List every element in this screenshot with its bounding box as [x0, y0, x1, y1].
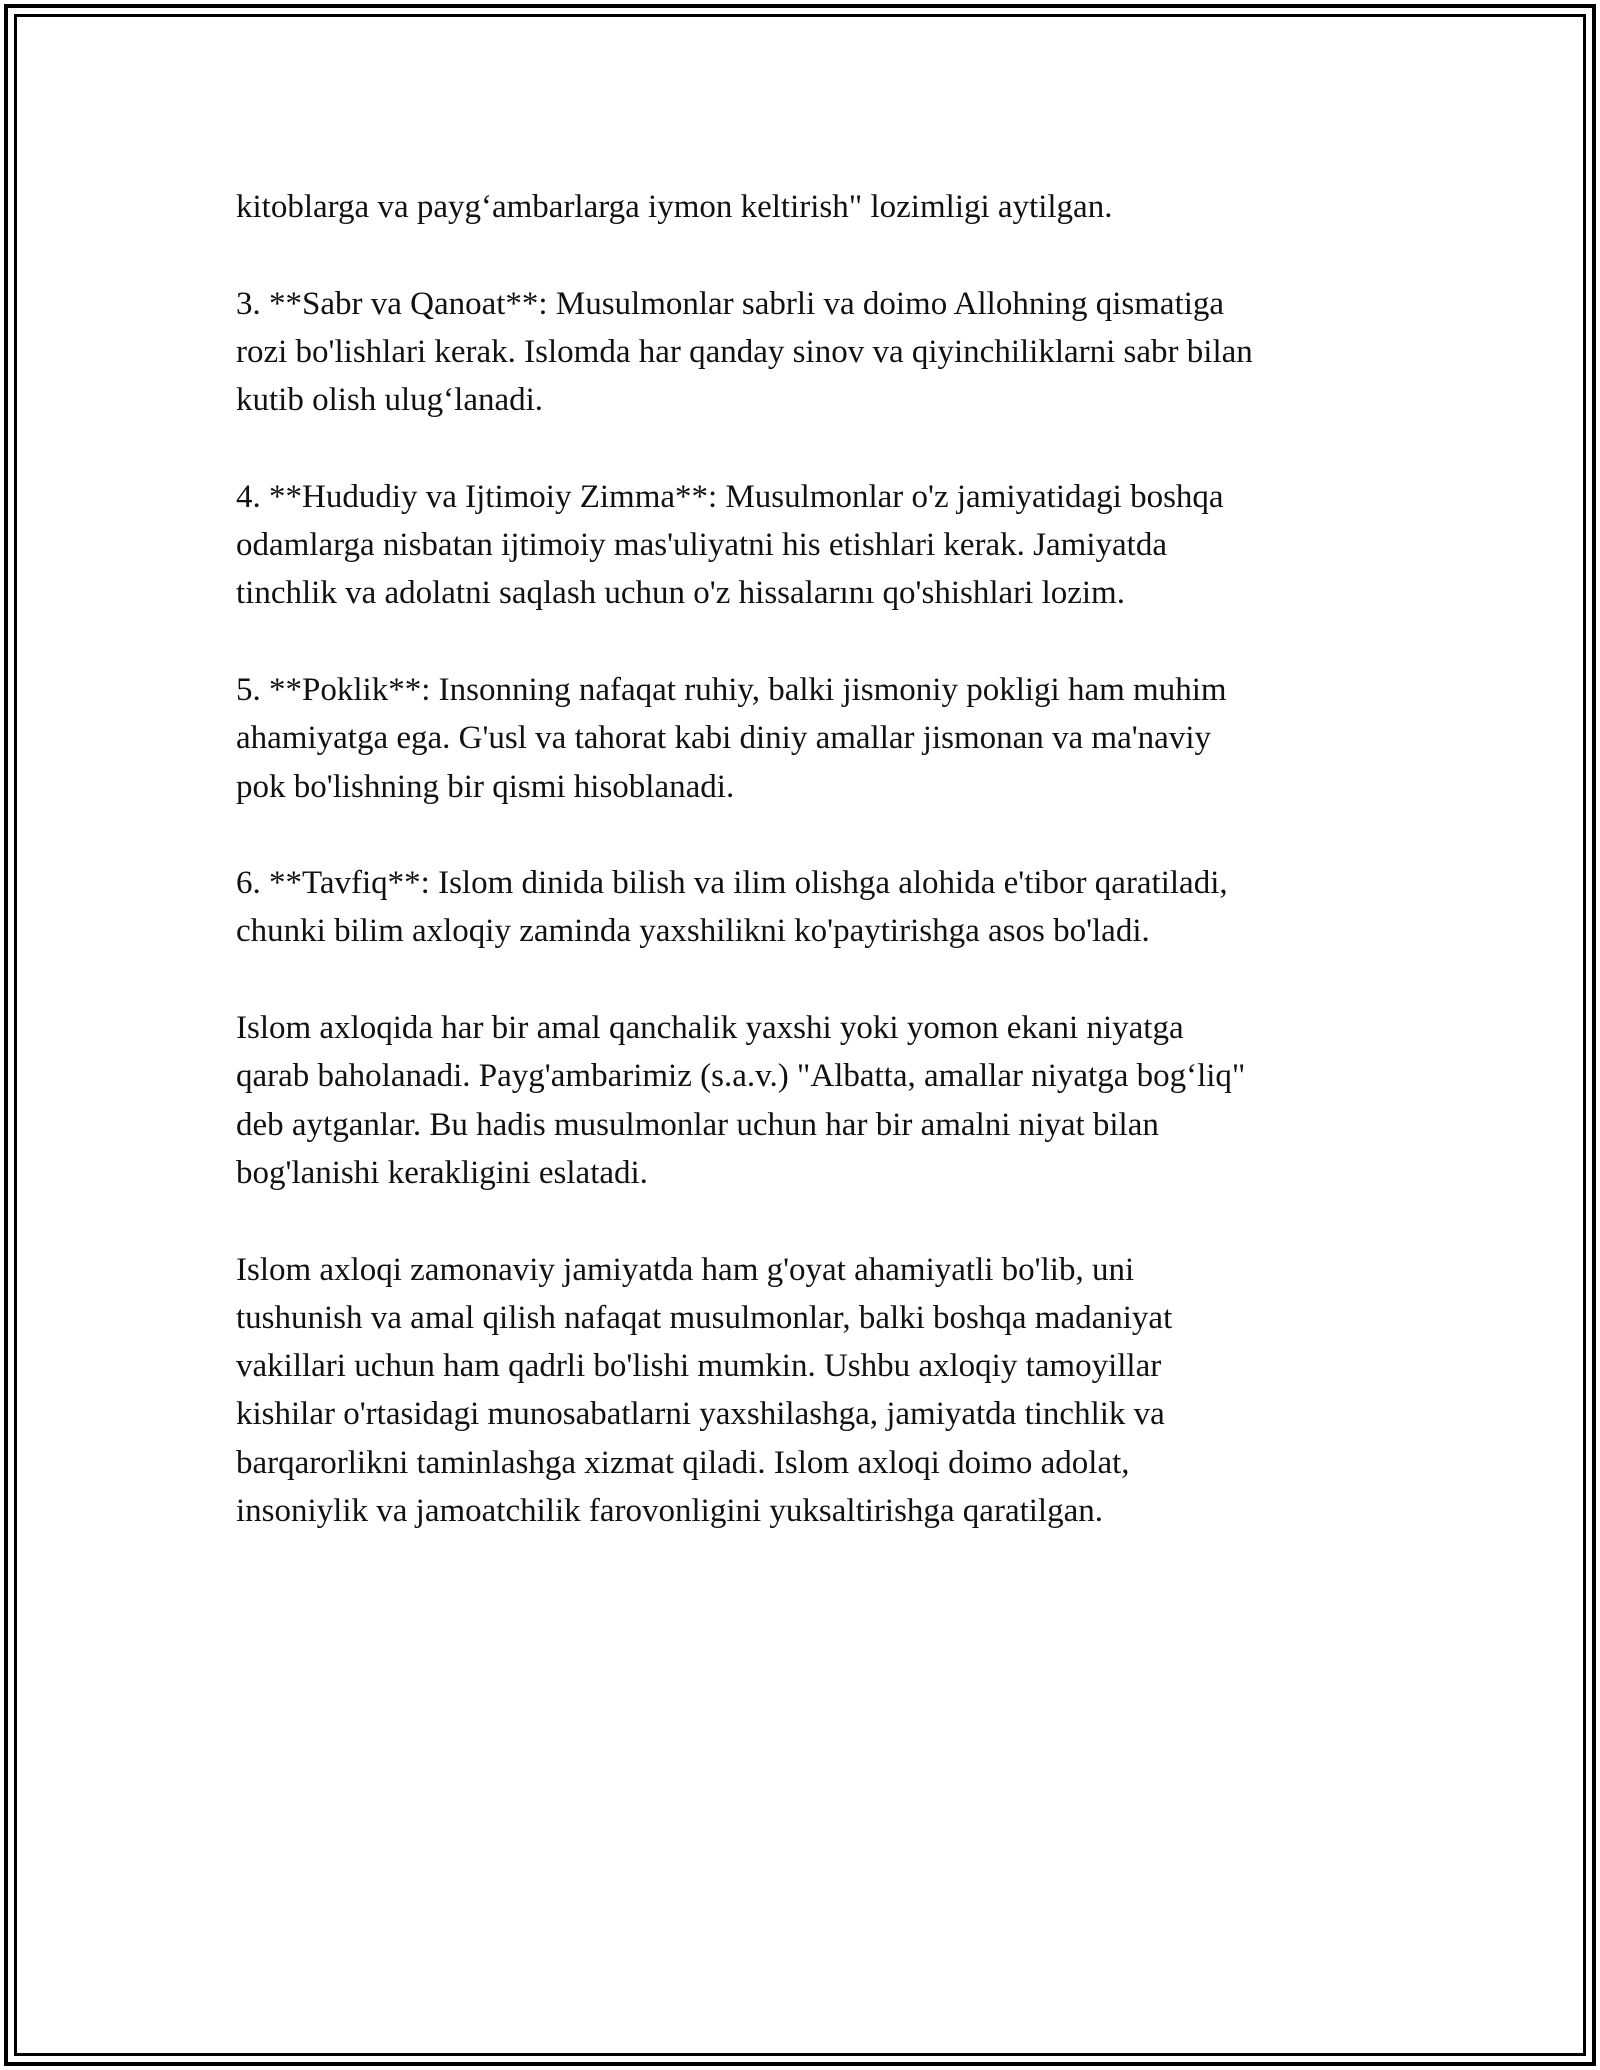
paragraph-intro-continuation — [236, 183, 1386, 231]
text-line: 3. **Sabr va Qanoat**: Musulmonlar sabrli va doimo Allohning qismatiga — [236, 285, 1225, 322]
text-line: chunki bilim axloqiy zaminda yaxshilikni ko'paytirishga asos bo'ladi. — [236, 913, 1150, 950]
document-body — [236, 183, 1386, 1584]
text-line: 4. **Hududiy va Ijtimoiy Zimma**: Musulmonlar o'z jamiyatidagi boshqa — [236, 478, 1224, 515]
text-line: kutib olish ulug‘lanadi. — [236, 382, 544, 419]
text-line: Islom axloqida har bir amal qanchalik yaxshi yoki yomon ekani niyatga — [236, 1010, 1184, 1047]
paragraph-niyat — [236, 1004, 1386, 1197]
text-line: rozi bo'lishlari kerak. Islomda har qanday sinov va qiyinchiliklarni sabr bilan — [236, 333, 1253, 370]
text-line: barqarorlikni taminlashga xizmat qiladi. Islom axloqi doimo adolat, — [236, 1444, 1130, 1481]
paragraph-item-3-sabr-qanoat — [236, 280, 1386, 425]
paragraph-item-6-tavfiq — [236, 859, 1386, 956]
paragraph-item-4-ijtimoiy-zimma — [236, 473, 1386, 618]
text-line: 6. **Tavfiq**: Islom dinida bilish va ilim olishga alohida e'tibor qaratiladi, — [236, 865, 1228, 902]
text-line: qarab baholanadi. Payg'ambarimiz (s.a.v.) "Albatta, amallar niyatga bog‘liq" — [236, 1058, 1246, 1095]
text-line: kishilar o'rtasidagi munosabatlarni yaxshilashga, jamiyatda tinchlik va — [236, 1396, 1165, 1433]
text-line: tushunish va amal qilish nafaqat musulmonlar, balki boshqa madaniyat — [236, 1299, 1173, 1336]
text-line: pok bo'lishning bir qismi hisoblanadi. — [236, 768, 735, 805]
text-line: bog'lanishi kerakligini eslatadi. — [236, 1154, 648, 1191]
text-line: tinchlik va adolatni saqlash uchun o'z hissalarını qo'shishlari lozim. — [236, 575, 1125, 612]
paragraph-conclusion — [236, 1246, 1386, 1536]
text-line: vakillari uchun ham qadrli bo'lishi mumkin. Ushbu axloqiy tamoyillar — [236, 1348, 1162, 1385]
text-line: 5. **Poklik**: Insonning nafaqat ruhiy, balki jismoniy pokligi ham muhim — [236, 671, 1227, 708]
paragraph-item-5-poklik — [236, 666, 1386, 811]
text-line: kitoblarga va payg‘ambarlarga iymon keltirish" lozimligi aytilgan. — [236, 189, 1113, 225]
text-line: insoniylik va jamoatchilik farovonligini yuksaltirishga qaratilgan. — [236, 1493, 1103, 1530]
text-line: odamlarga nisbatan ijtimoiy mas'uliyatni his etishlari kerak. Jamiyatda — [236, 527, 1167, 564]
text-line: deb aytganlar. Bu hadis musulmonlar uchun har bir amalni niyat bilan — [236, 1106, 1159, 1143]
text-line: ahamiyatga ega. G'usl va tahorat kabi diniy amallar jismonan va ma'naviy — [236, 720, 1211, 757]
text-line: Islom axloqi zamonaviy jamiyatda ham g'oyat ahamiyatli bo'lib, uni — [236, 1251, 1135, 1288]
